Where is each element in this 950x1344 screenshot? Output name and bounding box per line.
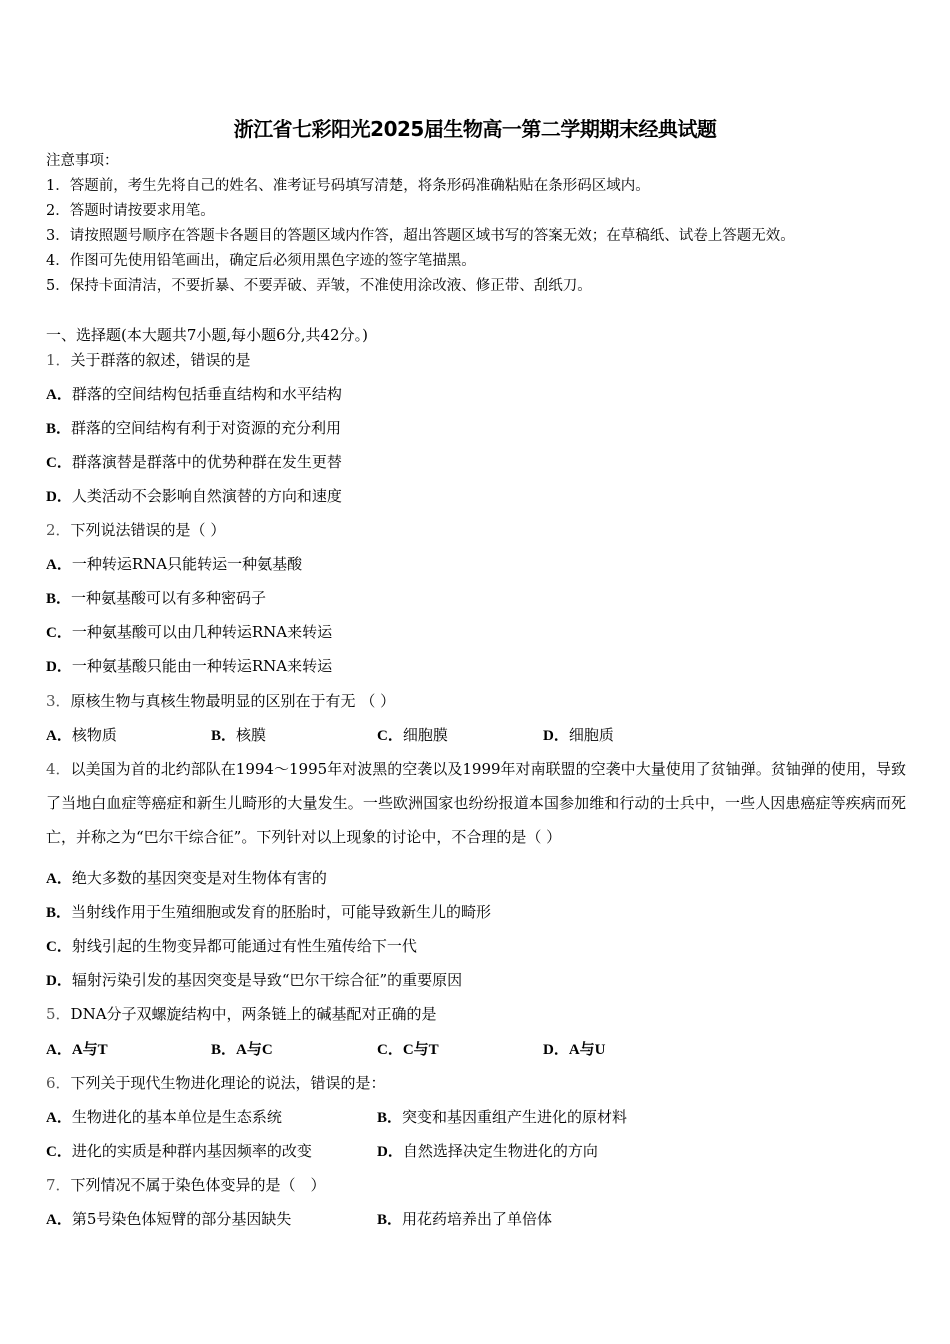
- question-text: DNA分子双螺旋结构中，两条链上的碱基配对正确的是: [70, 1005, 437, 1023]
- option-label: B．: [211, 728, 237, 744]
- option-text: 核物质: [71, 726, 117, 744]
- option-text: A与U: [568, 1042, 606, 1058]
- option-a: [46, 725, 117, 746]
- option-label: A．: [46, 387, 72, 403]
- option-text: 射线引起的生物变异都可能通过有性生殖传给下一代: [71, 937, 417, 955]
- option-d: [46, 656, 332, 677]
- question-stem: [46, 520, 225, 540]
- option-label: C．: [377, 1042, 403, 1058]
- note-item: 2．答题时请按要求用笔。: [46, 203, 215, 219]
- option-label: A．: [46, 557, 72, 573]
- option-text: 辐射污染引发的基因突变是导致“巴尔干综合征”的重要原因: [71, 971, 463, 989]
- question-number: 3．: [46, 692, 71, 710]
- option-text: 一种转运RNA只能转运一种氨基酸: [71, 555, 303, 573]
- option-label: B．: [46, 591, 72, 607]
- option-b: [46, 418, 341, 439]
- option-text: 核膜: [236, 726, 267, 744]
- option-text: 绝大多数的基因突变是对生物体有害的: [71, 869, 327, 887]
- option-d: [543, 725, 614, 746]
- option-b: [46, 588, 266, 609]
- option-label: A．: [46, 871, 72, 887]
- option-label: C．: [46, 455, 72, 471]
- option-text: 第5号染色体短臂的部分基因缺失: [71, 1210, 292, 1228]
- option-text: 细胞膜: [402, 726, 448, 744]
- option-text: 自然选择决定生物进化的方向: [402, 1142, 598, 1160]
- option-c: [46, 452, 342, 473]
- question-text: 关于群落的叙述，错误的是: [70, 351, 251, 369]
- option-text: 突变和基因重组产生进化的原材料: [402, 1108, 628, 1126]
- option-label: A．: [46, 1110, 72, 1126]
- option-label: D．: [377, 1144, 403, 1160]
- option-c: [46, 622, 332, 643]
- option-label: C．: [46, 1144, 72, 1160]
- option-text: 用花药培养出了单倍体: [402, 1210, 553, 1228]
- option-a: [46, 1107, 282, 1128]
- question-number: 6．: [46, 1074, 71, 1092]
- option-d: [377, 1141, 598, 1162]
- option-b: [46, 902, 491, 923]
- option-c: [46, 1141, 312, 1162]
- option-label: A．: [46, 1212, 72, 1228]
- option-text: C与T: [402, 1042, 439, 1058]
- option-label: D．: [46, 973, 72, 989]
- option-label: D．: [46, 489, 72, 505]
- notes-heading: 注意事项：: [46, 153, 119, 169]
- question-number: 7．: [46, 1176, 71, 1194]
- note-item: 3．请按照题号顺序在答题卡各题目的答题区域内作答，超出答题区域书写的答案无效；在草稿纸、试卷上答题无效。: [46, 228, 795, 244]
- option-b: [211, 1039, 273, 1060]
- question-text: 下列说法错误的是（ ）: [70, 521, 226, 539]
- question-number: 4．: [46, 760, 71, 778]
- question-stem: [46, 752, 906, 854]
- option-label: C．: [377, 728, 403, 744]
- note-item: 4．作图可先使用铅笔画出，确定后必须用黑色字迹的签字笔描黑。: [46, 253, 476, 269]
- option-label: D．: [543, 728, 569, 744]
- option-text: 群落的空间结构包括垂直结构和水平结构: [71, 385, 342, 403]
- option-d: [46, 486, 342, 507]
- option-text: A与T: [71, 1042, 108, 1058]
- question-stem: [46, 1073, 386, 1093]
- question-stem: [46, 691, 395, 711]
- section-heading: 一、选择题(本大题共7小题,每小题6分,共42分。): [46, 326, 368, 344]
- question-number: 5．: [46, 1005, 71, 1023]
- option-text: 群落的空间结构有利于对资源的充分利用: [71, 419, 342, 437]
- option-text: 群落演替是群落中的优势种群在发生更替: [71, 453, 342, 471]
- option-a: [46, 554, 302, 575]
- option-text: 人类活动不会影响自然演替的方向和速度: [71, 487, 342, 505]
- question-number: 2．: [46, 521, 71, 539]
- option-b: [377, 1107, 627, 1128]
- option-label: B．: [377, 1110, 403, 1126]
- page-title: 浙江省七彩阳光2025届生物高一第二学期期末经典试题: [233, 117, 717, 141]
- note-item: 1．答题前，考生先将自己的姓名、准考证号码填写清楚，将条形码准确粘贴在条形码区域内。: [46, 178, 650, 194]
- option-text: 一种氨基酸可以由几种转运RNA来转运: [71, 623, 333, 641]
- option-label: B．: [377, 1212, 403, 1228]
- option-text: 一种氨基酸可以有多种密码子: [71, 589, 267, 607]
- option-c: [46, 936, 417, 957]
- option-a: [46, 1209, 291, 1230]
- question-number: 1．: [46, 351, 71, 369]
- option-b: [211, 725, 266, 746]
- question-text: 以美国为首的北约部队在1994～1995年对波黑的空袭以及1999年对南联盟的空袭中大量使用了贫铀弹。贫铀弹的使用，导致了当地白血症等癌症和新生儿畸形的大量发生。一些欧洲国家也纷纷报道本国参加维和行动的士兵中，一些人因患癌症等疾病而死亡，并称之为“巴尔干综合征”。下列针对以上现象的讨论中，不合理的是（ ）: [46, 760, 907, 846]
- option-label: D．: [543, 1042, 569, 1058]
- option-text: 细胞质: [568, 726, 614, 744]
- question-stem: [46, 1004, 437, 1024]
- option-label: D．: [46, 659, 72, 675]
- option-a: [46, 384, 342, 405]
- option-label: B．: [46, 421, 72, 437]
- note-item: 5．保持卡面清洁，不要折暴、不要弄破、弄皱，不准使用涂改液、修正带、刮纸刀。: [46, 278, 592, 294]
- question-text: 下列情况不属于染色体变异的是（ ）: [70, 1176, 326, 1194]
- option-label: C．: [46, 625, 72, 641]
- option-text: A与C: [236, 1042, 273, 1058]
- option-label: B．: [46, 905, 72, 921]
- option-label: B．: [211, 1042, 237, 1058]
- option-text: 一种氨基酸只能由一种转运RNA来转运: [71, 657, 333, 675]
- option-c: [377, 1039, 439, 1060]
- option-a: [46, 868, 327, 889]
- option-text: 当射线作用于生殖细胞或发育的胚胎时，可能导致新生儿的畸形: [71, 903, 492, 921]
- option-text: 进化的实质是种群内基因频率的改变: [71, 1142, 312, 1160]
- question-text: 下列关于现代生物进化理论的说法，错误的是：: [70, 1074, 386, 1092]
- question-text: 原核生物与真核生物最明显的区别在于有无 （ ）: [70, 692, 396, 710]
- option-d: [46, 970, 462, 991]
- option-label: C．: [46, 939, 72, 955]
- option-label: A．: [46, 1042, 72, 1058]
- option-text: 生物进化的基本单位是生态系统: [71, 1108, 282, 1126]
- option-label: A．: [46, 728, 72, 744]
- option-a: [46, 1039, 108, 1060]
- option-b: [377, 1209, 552, 1230]
- option-c: [377, 725, 448, 746]
- question-stem: [46, 350, 251, 370]
- question-stem: [46, 1175, 326, 1195]
- option-d: [543, 1039, 606, 1060]
